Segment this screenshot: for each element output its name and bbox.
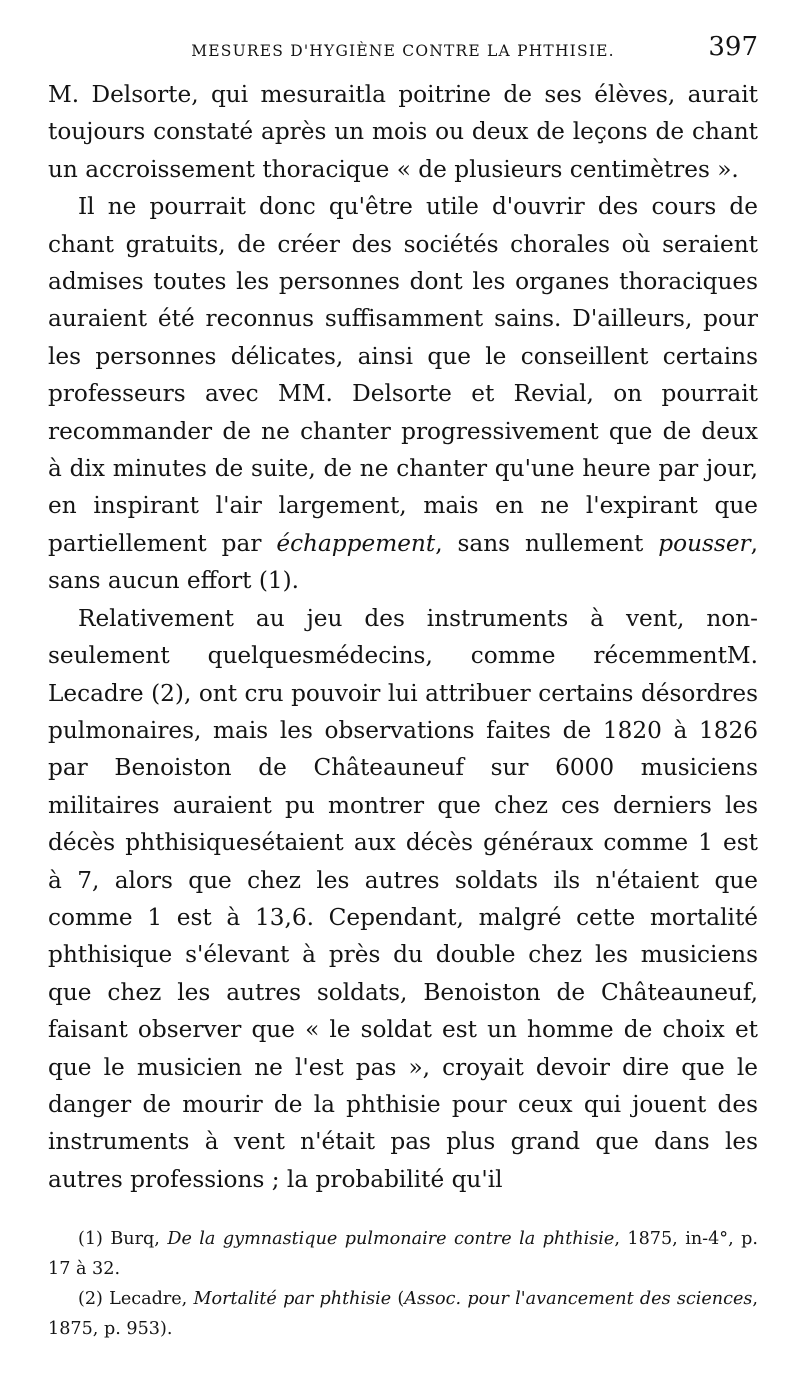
paragraph-chant-text-a: Il ne pourrait donc qu'être utile d'ouvrir des cours de chant gratuits, de créer des sociétés chorales où seraient admises toutes les personnes dont les organes thoraciques auraient été reconnus suffisamment sains. D'ailleurs, pour les personnes délicates, ainsi que le conseillent certains professeurs avec MM. Delsorte et Revial, on pourrait recommander de ne chanter progressivement que de deux à dix minutes de suite, de ne chanter qu'une heure par jour, en inspirant l'air largement, mais en ne l'expirant que partiellement par <box>48 193 758 557</box>
footnote-2-source: Assoc. pour l'avancement des sciences <box>404 1289 753 1310</box>
italic-pousser: pousser <box>658 529 751 557</box>
footnote-2-title: Mortalité par phthisie <box>193 1289 392 1310</box>
paragraph-chant <box>48 188 758 599</box>
paragraph-chant-text-b: , sans nullement <box>435 529 659 557</box>
footnote-2-marker: (2) <box>78 1289 103 1310</box>
paragraph-chant-text-c: , sans aucun effort (1). <box>48 529 758 595</box>
footnote-2-rest: , 1875, p. 953). <box>48 1289 758 1340</box>
footnote-2 <box>48 1284 758 1344</box>
paragraph-delsorte: M. Delsorte, qui mesuraitla poitrine de ses élèves, aurait toujours constaté après un mois ou deux de leçons de chant un accroissement thoracique « de plusieurs centimètres ». <box>48 81 758 183</box>
footnote-1-rest: , 1875, in-4°, p. 17 à 32. <box>48 1229 758 1280</box>
footnote-2-paren: ( <box>391 1289 405 1310</box>
footnotes <box>48 1224 758 1344</box>
footnote-1-title: De la gymnastique pulmonaire contre la phthisie <box>167 1229 615 1250</box>
footnote-1-marker: (1) <box>78 1229 103 1250</box>
footnote-1-author: Burq, <box>102 1229 168 1250</box>
italic-echappement: échappement <box>276 529 436 557</box>
footnote-1 <box>48 1224 758 1284</box>
footnote-2-author: Lecadre, <box>102 1289 194 1310</box>
page-number: 397 <box>708 32 758 62</box>
body-text <box>48 76 758 1198</box>
running-head <box>48 32 758 76</box>
paragraph-instruments: Relativement au jeu des instruments à vent, non-seulement quelquesmédecins, comme récemmentM. Lecadre (2), ont cru pouvoir lui attribuer certains désordres pulmonaires, mais les observations faites de 1820 à 1826 par Benoiston de Châteauneuf sur 6000 musiciens militaires auraient pu montrer que chez ces derniers les décès phthisiquesétaient aux décès généraux comme 1 est à 7, alors que chez les autres soldats ils n'étaient que comme 1 est à 13,6. Cependant, malgré cette mortalité phthisique s'élevant à près du double chez les musiciens que chez les autres soldats, Benoiston de Châteauneuf, faisant observer que « le soldat est un homme de choix et que le musicien ne l'est pas », croyait devoir dire que le danger de mourir de la phthisie pour ceux qui jouent des instruments à vent n'était pas plus grand que dans les autres professions ; la probabilité qu'il <box>48 604 758 1193</box>
running-title: MESURES D'HYGIÈNE CONTRE LA PHTHISIE. <box>191 42 615 60</box>
